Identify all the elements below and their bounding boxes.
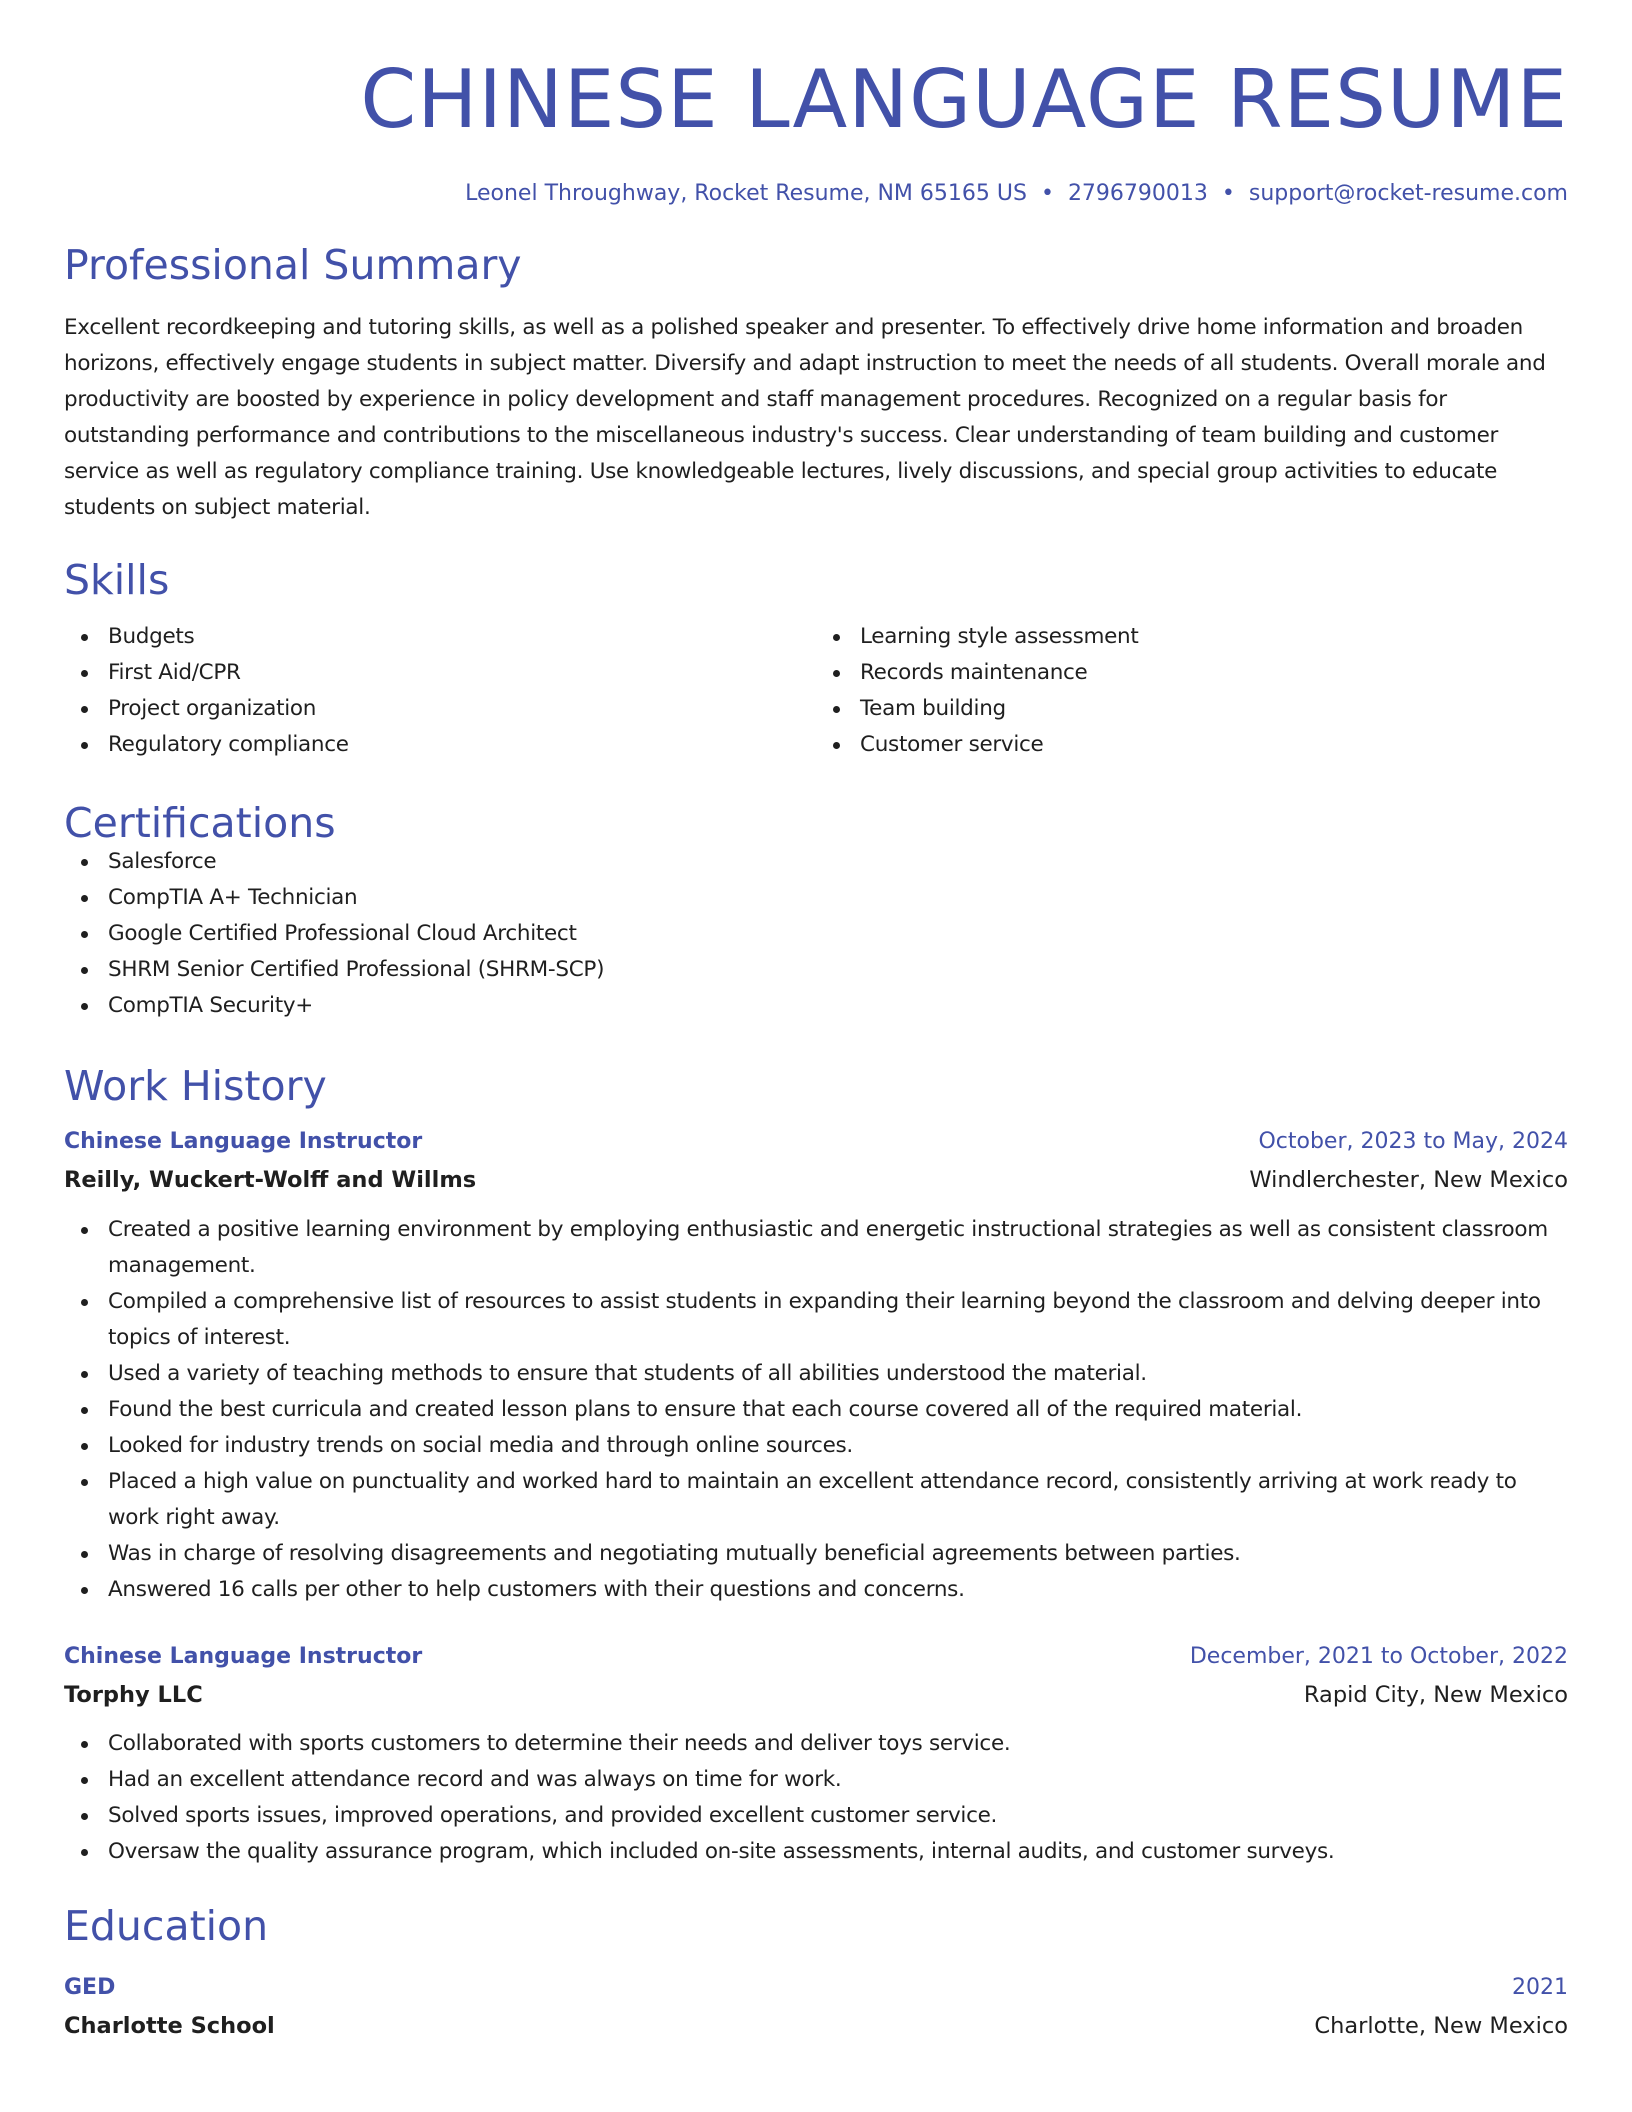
certification-item: SHRM Senior Certified Professional (SHRM-SCP) [108,952,1568,988]
contact-email[interactable]: support@rocket-resume.com [1248,181,1568,206]
certifications-list [64,844,1568,1024]
skills-list-left [64,619,816,763]
education-year: 2021 [1512,1975,1568,2000]
job-dates: December, 2021 to October, 2022 [1189,1643,1568,1669]
job-bullet: Used a variety of teaching methods to ensure that students of all abilities understood the material. [108,1356,1568,1392]
skills-columns [64,619,1568,763]
job-header [64,1131,1568,1153]
job-bullet: Looked for industry trends on social media and through online sources. [108,1428,1568,1464]
work-history-heading: Work History [64,1062,327,1110]
education-header [64,1977,1568,1999]
job-entry [64,1643,1568,1871]
education-heading: Education [64,1902,269,1950]
job-company: Reilly, Wuckert-Wolff and Willms [64,1167,477,1193]
job-bullet: Created a positive learning environment by employing enthusiastic and energetic instructional strategies as well as consistent classroom management. [108,1212,1568,1284]
education-school: Charlotte School [64,2013,275,2039]
job-bullet: Answered 16 calls per other to help customers with their questions and concerns. [108,1572,1568,1608]
summary-heading: Professional Summary [64,241,522,289]
certifications-heading: Certifications [64,799,336,847]
job-bullet: Oversaw the quality assurance program, which included on-site assessments, internal audits, and customer surveys. [108,1834,1568,1870]
job-bullet: Collaborated with sports customers to determine their needs and deliver toys service. [108,1726,1568,1762]
job-bullet: Solved sports issues, improved operations, and provided excellent customer service. [108,1798,1568,1834]
job-company: Torphy LLC [64,1681,203,1708]
skills-heading: Skills [64,556,170,604]
certification-item: CompTIA A+ Technician [108,880,1568,916]
contact-line [64,183,1568,205]
contact-phone: 2796790013 [1067,181,1208,206]
education-entry [64,1977,1568,2038]
contact-separator: • [1221,181,1235,206]
skill-item: Learning style assessment [860,619,1568,655]
education-degree: GED [64,1975,116,2000]
job-bullet: Found the best curricula and created lesson plans to ensure that each course covered all of the required material. [108,1392,1568,1428]
job-subheader [64,1169,1568,1192]
skill-item: First Aid/CPR [108,655,816,691]
skill-item: Team building [860,691,1568,727]
summary-text: Excellent recordkeeping and tutoring skills, as well as a polished speaker and presenter. To effectively drive home information and broaden horizons, effectively engage students in subject matter. Diversify and adapt instruction to meet the needs of all students. Overall morale and productivity are boosted by experience in policy development and staff management procedures. Recognized on a regular basis for outstanding performance and contributions to the miscellaneous industry's success. Clear understanding of team building and customer service as well as regulatory compliance training. Use knowledgeable lectures, lively discussions, and special group activities to educate students on subject material. [64,315,1546,520]
job-bullet: Compiled a comprehensive list of resources to assist students in expanding their learning beyond the classroom and delving deeper into topics of interest. [108,1284,1568,1356]
skills-list-right [816,619,1568,763]
job-location: Rapid City, New Mexico [1303,1681,1568,1708]
certification-item: Google Certified Professional Cloud Architect [108,916,1568,952]
job-dates: October, 2023 to May, 2024 [1258,1129,1568,1154]
resume-title: CHINESE LANGUAGE RESUME [360,53,1568,146]
skill-item: Budgets [108,619,816,655]
skill-item: Regulatory compliance [108,727,816,763]
contact-separator: • [1040,181,1054,206]
job-subheader [64,1681,1568,1708]
job-entry [64,1131,1568,1608]
job-bullet: Had an excellent attendance record and was always on time for work. [108,1762,1568,1798]
job-title: Chinese Language Instructor [64,1129,423,1154]
skill-item: Customer service [860,727,1568,763]
job-header [64,1643,1568,1669]
certification-item: Salesforce [108,844,1568,880]
skill-item: Records maintenance [860,655,1568,691]
education-location: Charlotte, New Mexico [1314,2013,1568,2039]
skill-item: Project organization [108,691,816,727]
certification-item: CompTIA Security+ [108,988,1568,1024]
contact-address: Leonel Throughway, Rocket Resume, NM 65165 US [465,181,1027,206]
education-subheader [64,2015,1568,2038]
job-bullets [64,1212,1568,1608]
job-bullet: Placed a high value on punctuality and worked hard to maintain an excellent attendance record, consistently arriving at work ready to work right away. [108,1464,1568,1536]
job-bullets [64,1726,1568,1870]
job-bullet: Was in charge of resolving disagreements and negotiating mutually beneficial agreements between parties. [108,1536,1568,1572]
job-title: Chinese Language Instructor [64,1643,423,1669]
job-location: Windlerchester, New Mexico [1249,1167,1568,1193]
